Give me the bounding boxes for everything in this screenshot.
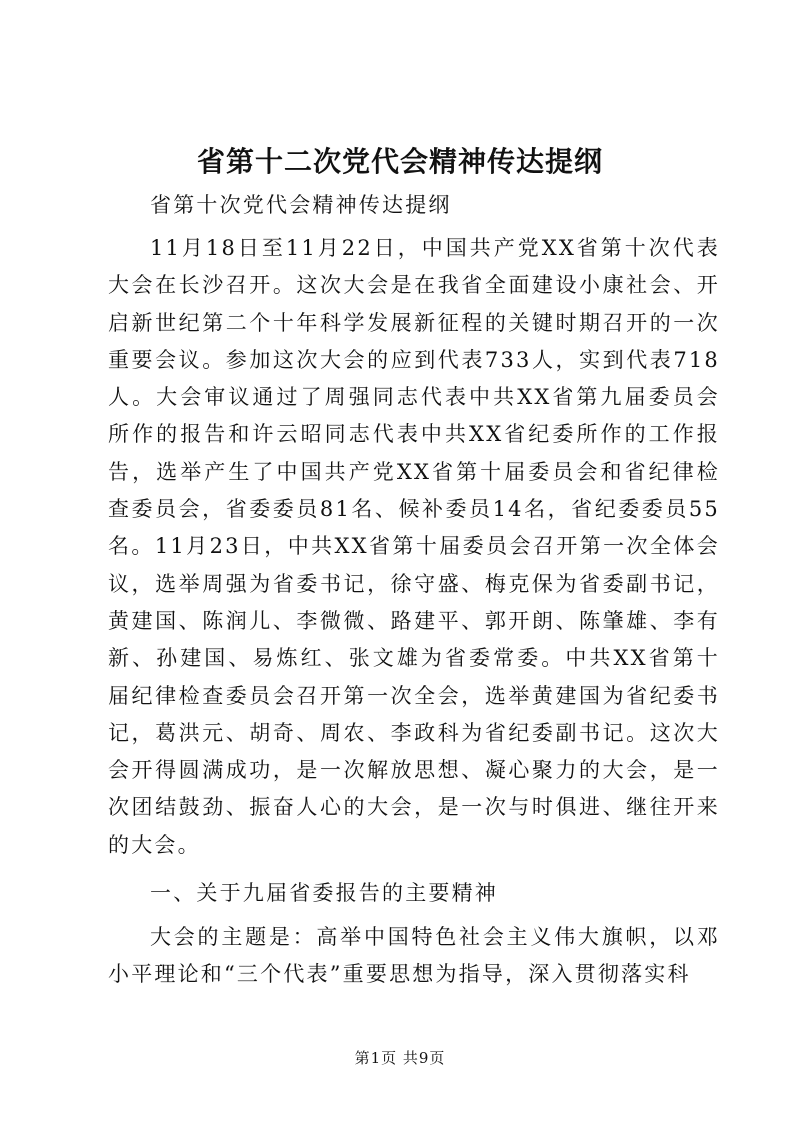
body-paragraph-1: 11月18日至11月22日，中国共产党XX省第十次代表大会在长沙召开。这次大会是在我省全面建设小康社会、开启新世纪第二个十年科学发展新征程的关键时期召开的一次重要会议。参加这次大会的应到代表733人，实到代表718人。大会审议通过了周强同志代表中共XX省第九届委员会所作的报告和许云昭同志代表中共XX省纪委所作的工作报告，选举产生了中国共产党XX省第十届委员会和省纪律检查委员会，省委委员81名、候补委员14名，省纪委委员55名。11月23日，中共XX省第十届委员会召开第一次全体会议，选举周强为省委书记，徐守盛、梅克保为省委副书记，黄建国、陈润儿、李微微、路建平、郭开朗、陈肇雄、李有新、孙建国、易炼红、张文雄为省委常委。中共XX省第十届纪律检查委员会召开第一次全会，选举黄建国为省纪委书记，葛洪元、胡奇、周农、李政科为省纪委副书记。这次大会开得圆满成功，是一次解放思想、凝心聚力的大会，是一次团结鼓劲、振奋人心的大会，是一次与时俱进、继往开来的大会。 [108,236,720,857]
section-heading-1: 一、关于九届省委报告的主要精神 [150,881,498,905]
body-paragraph-2: 大会的主题是：高举中国特色社会主义伟大旗帜，以邓小平理论和“三个代表”重要思想为指导，深入贯彻落实科 [108,925,720,987]
document-subtitle: 省第十次党代会精神传达提纲 [150,193,452,217]
page-footer: 第1页 共9页 [354,1049,446,1067]
document-title: 省第十二次党代会精神传达提纲 [196,145,603,178]
